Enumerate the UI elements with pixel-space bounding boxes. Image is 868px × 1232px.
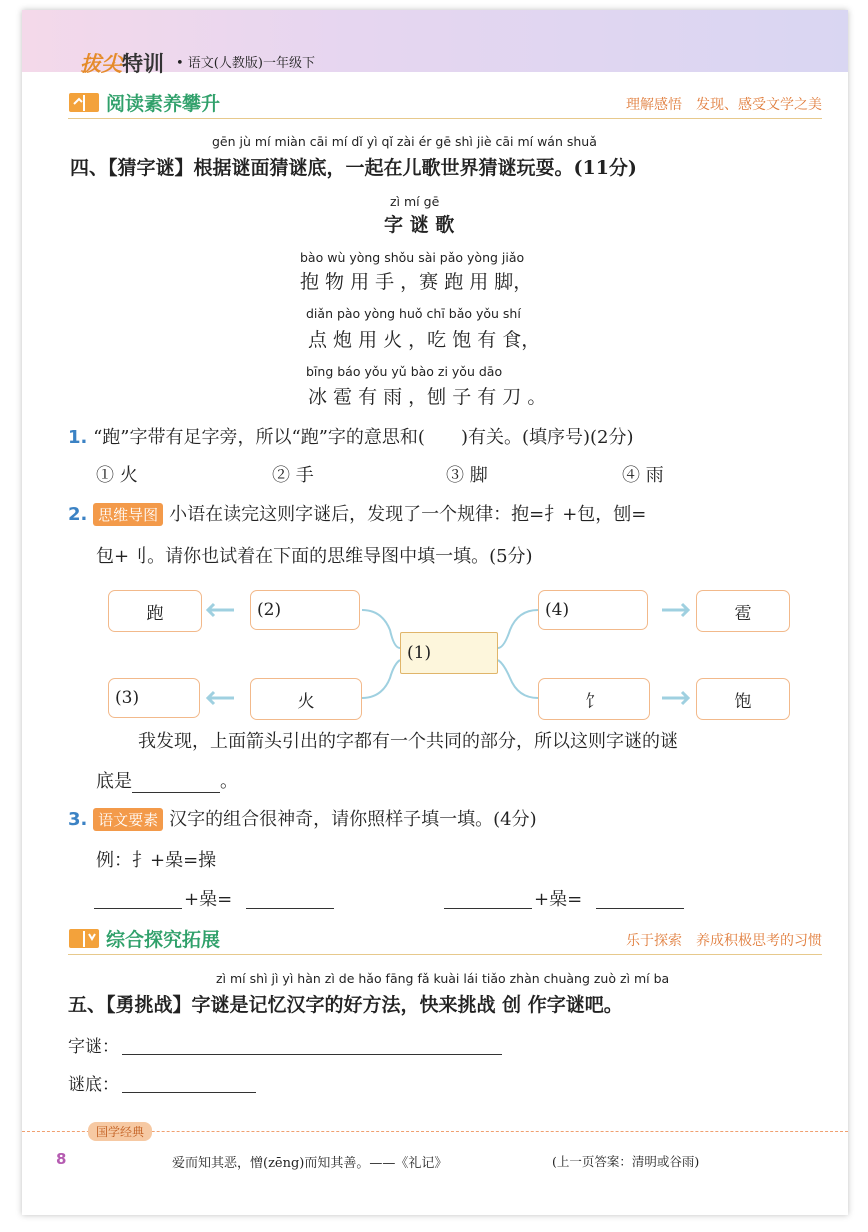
- q3-fill-2: +喿=: [534, 889, 583, 910]
- mindmap-blank-1[interactable]: (1): [400, 632, 498, 674]
- q5-pinyin: zì mí shì jì yì hàn zì de hǎo fāng fǎ kuài lái tiǎo zhàn chuàng zuò zì mí ba: [216, 971, 670, 986]
- page-number: 8: [56, 1150, 67, 1168]
- mindmap-blank-3[interactable]: (3): [108, 678, 200, 718]
- q3-blank-3[interactable]: [444, 908, 532, 909]
- q1-option-a[interactable]: ① 火: [96, 465, 138, 486]
- section-title: 综合探究拓展: [106, 929, 221, 951]
- q3-example: 例：扌+喿=操: [96, 850, 217, 871]
- question-2: 2. 思维导图 小语在读完这则字谜后，发现了一个规律：抱=扌+包，刨=: [68, 504, 647, 525]
- poem-line1: 抱 物 用 手 ，赛 跑 用 脚，: [300, 271, 533, 293]
- question-1: 1. “跑”字带有足字旁，所以“跑”字的意思和( )有关。(填序号)(2分): [68, 427, 634, 448]
- mindmap-blank-4[interactable]: (4): [538, 590, 648, 630]
- poem-title: 字 谜 歌: [384, 214, 455, 236]
- q2-answer-blank[interactable]: [132, 771, 220, 793]
- q4-question: 四、【猜字谜】根据谜面猜谜底，一起在儿歌世界猜谜玩耍。(11分): [70, 157, 637, 179]
- q3-blank-2[interactable]: [246, 908, 334, 909]
- poem-line1-pinyin: bào wù yòng shǒu sài pǎo yòng jiǎo: [300, 250, 525, 265]
- q2-line2: 包+刂。请你也试着在下面的思维导图中填一填。(5分): [96, 546, 533, 567]
- poem-line2-pinyin: diǎn pào yòng huǒ chī bǎo yǒu shí: [306, 306, 521, 321]
- mindmap-box-bao-full: 饱: [696, 678, 790, 720]
- mindmap-box-pao: 跑: [108, 590, 202, 632]
- q1-option-c[interactable]: ③ 脚: [446, 465, 488, 486]
- footer-quote: 爱而知其恶，憎(zēng)而知其善。——《礼记》: [172, 1156, 448, 1171]
- q3-blank-1[interactable]: [94, 908, 182, 909]
- answer-input-line[interactable]: [122, 1092, 256, 1093]
- workbook-page: [22, 10, 848, 1215]
- brand-logo: 拔尖特训: [80, 52, 164, 76]
- book-title: • 语文(人教版)一年级下: [176, 56, 315, 71]
- q3-blank-4[interactable]: [596, 908, 684, 909]
- mindmap-box-fire: 火: [250, 678, 362, 720]
- q1-option-b[interactable]: ② 手: [272, 465, 314, 486]
- poem-title-pinyin: zì mí gē: [390, 194, 440, 209]
- top-banner: [22, 10, 848, 76]
- q4-pinyin: gēn jù mí miàn cāi mí dǐ yì qǐ zài ér gē shì jiè cāi mí wán shuǎ: [212, 134, 597, 149]
- previous-answer: (上一页答案：清明或谷雨): [552, 1154, 700, 1169]
- poem-line3-pinyin: bīng báo yǒu yǔ bào zi yǒu dāo: [306, 364, 503, 379]
- answer-label: 谜底：: [68, 1075, 119, 1095]
- mindmap-blank-2[interactable]: (2): [250, 590, 360, 630]
- footer-classics-tag: 国学经典: [88, 1122, 152, 1141]
- mindmap-box-bao-hail: 雹: [696, 590, 790, 632]
- question-3: 3. 语文要素 汉字的组合很神奇，请你照样子填一填。(4分): [68, 809, 537, 830]
- q2-discovery-line: 我发现，上面箭头引出的字都有一个共同的部分，所以这则字谜的谜: [138, 731, 678, 752]
- poem-line3: 冰 雹 有 雨 ，刨 子 有 刀 。: [308, 386, 547, 408]
- q5-question: 五、【勇挑战】字谜是记忆汉字的好方法，快来挑战 创 作字谜吧。: [68, 994, 623, 1016]
- section-subtitle: 理解感悟 发现、感受文学之美: [626, 97, 822, 113]
- mindmap-box-food-radical: 饣: [538, 678, 650, 720]
- riddle-label: 字谜：: [68, 1037, 119, 1057]
- riddle-input-line[interactable]: [122, 1054, 502, 1055]
- section-subtitle: 乐于探索 养成积极思考的习惯: [626, 933, 822, 949]
- q1-option-d[interactable]: ④ 雨: [622, 465, 664, 486]
- book-icon: [68, 926, 100, 950]
- poem-line2: 点 炮 用 火 ，吃 饱 有 食，: [308, 329, 541, 351]
- book-icon: [68, 90, 100, 114]
- language-tag: 语文要素: [93, 808, 163, 831]
- section-header-reading: [68, 88, 822, 119]
- section-title: 阅读素养攀升: [106, 93, 221, 115]
- section-header-explore: [68, 924, 822, 955]
- q2-answer-line: 底是 。: [96, 771, 238, 792]
- mindmap-tag: 思维导图: [93, 503, 163, 526]
- q3-fill-1: +喿=: [184, 889, 233, 910]
